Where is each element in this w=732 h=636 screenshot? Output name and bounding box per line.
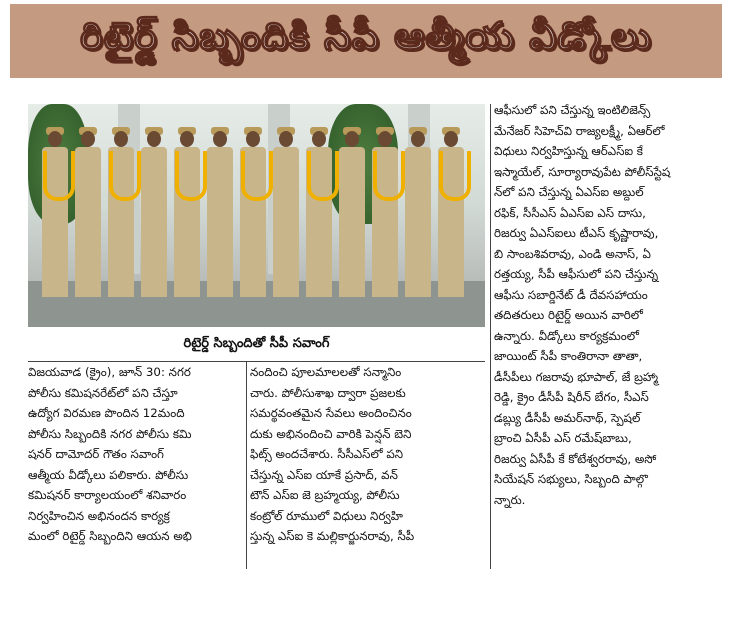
photo-person [370, 131, 398, 301]
article-line: షనర్ దామోదర్ గౌతం సవాంగ్ [28, 447, 164, 461]
article-line: విజయవాడ (క్రైం), జూన్ 30: నగర [28, 365, 191, 379]
article-column-1 [28, 362, 245, 547]
article-line: ఉన్నారు. వీడ్కోలు కార్యక్రమంలో [494, 328, 639, 343]
photo-person [106, 131, 134, 301]
headline-banner [10, 4, 722, 78]
photo-person [205, 131, 233, 301]
article-line: మంలో రిటైర్డ్ సిబ్బందిని ఆయన అభి [28, 529, 192, 543]
article-column-2 [250, 362, 488, 547]
article-line: రఫిక్, సీసీఎస్ ఏఎస్ఐ ఎస్ దాసు, [494, 205, 646, 220]
article-line: డబ్ల్యు డీసీపీ అమర్‌నాథ్, స్పెషల్ [494, 410, 641, 425]
photo-person [139, 131, 167, 301]
photo-person [271, 131, 299, 301]
photo-caption: రిటైర్డ్ సిబ్బందితో సీపీ సవాంగ్ [28, 327, 485, 362]
column-divider [246, 362, 247, 569]
photo-person [238, 131, 266, 301]
column-divider [490, 104, 491, 569]
headline-text: రిటైర్డ్ సిబ్బందికి సీపీ ఆత్మీయ వీడ్కోలు [80, 14, 652, 58]
article-line: కమిషనర్ కార్యాలయంలో శనివారం [28, 488, 187, 502]
photo-person [73, 131, 101, 301]
photo-person [40, 131, 68, 301]
article-line: బ్రాంచి ఏసీపీ ఎస్ రమేష్‌బాబు, [494, 431, 632, 445]
article-line: కంట్రోల్ రూములో విధులు నిర్వహి [250, 508, 403, 523]
news-photo [28, 104, 485, 327]
article-line: స్తున్న ఎస్ఐ కె మల్లికార్జునరావు, సీపీ [250, 529, 415, 543]
photo-person [436, 131, 464, 301]
article-line: పోలీసు సిబ్బందికి నగర పోలీసు కమి [28, 426, 192, 441]
article-column-3 [494, 100, 722, 510]
article-line: జాయింట్ సీపీ కాంతిరానా తాతా, [494, 349, 643, 363]
article-line: దుకు అభినందించి వారికి పెన్షన్ బెని [250, 426, 412, 441]
article-line: పోలీసు కమిషనరేట్‌లో పని చేస్తూ [28, 385, 178, 400]
photo-person [337, 131, 365, 301]
article-line: మేనేజర్ సిహెచ్‌వి రాజ్యలక్ష్మీ, ఏఆర్‌లో [494, 123, 665, 138]
article-line: విధులు నిర్వహిస్తున్న ఆర్ఎస్ఐ కే [494, 144, 643, 158]
article-line: రెడ్డి, క్రైం డీసీపీ షిరీన్ బేగం, సీఎస్ [494, 390, 649, 404]
article-line: నందించి పూలమాలలతో సన్మానిం [250, 365, 402, 379]
article-line: ఆత్మీయ వీడ్కోలు పలికారు. పోలీసు [28, 467, 189, 482]
article-line: న్నారు. [494, 492, 526, 507]
article-line: సియేషన్ సభ్యులు, సిబ్బంది పాల్గొ [494, 472, 648, 486]
photo-person [304, 131, 332, 301]
article-line: ఇస్మాయేల్, సూర్యారావుపేట పోలీస్‌స్టేష [494, 164, 671, 179]
article-line: న్‌లో పని చేస్తున్న ఏఎస్ఐ అబ్దుల్ [494, 185, 644, 199]
article-line: రిజర్వు ఏఎస్ఐలు టీఎస్ కృష్ణారావు, [494, 226, 659, 240]
article-line: ఆఫీసు సబార్డినేట్ డీ దేవసహాయం [494, 287, 648, 302]
article-line: తదితరులు రిటైర్డ్ అయిన వారిలో [494, 308, 643, 322]
article-line: డీసీపీలు గజరావు భూపాల్, జే బ్రహ్మా [494, 369, 659, 384]
photo-person [403, 131, 431, 301]
article-line: టౌన్ ఎస్ఐ జె బ్రహ్మయ్య, పోలీసు [250, 488, 400, 502]
article-line: బి సాంబశివరావు, ఎండి అనాస్, ఏ [494, 246, 651, 261]
article-line: చేస్తున్న ఎస్ఐ యాకే ప్రసాద్, వన్ [250, 467, 398, 482]
article-line: చారు. పోలీసుశాఖ ద్వారా ప్రజలకు [250, 385, 406, 400]
photo-person [172, 131, 200, 301]
article-line: రిజర్వు ఏసీపీ కే కోటేశ్వరరావు, అసో [494, 451, 657, 466]
article-line: ఉద్యోగ విరమణ పొందిన 12మంది [28, 406, 185, 420]
article-line: రత్తయ్య, సీపీ ఆఫీసులో పని చేస్తున్న [494, 267, 659, 281]
article-line: ఫిట్స్ అందచేశారు. సీసీఎస్‌లో పని [250, 447, 404, 461]
article-line: నిర్వహించిన అభినందన కార్యక్ర [28, 508, 170, 523]
article-line: ఆఫీసులో పని చేస్తున్న ఇంటిలిజెన్స్ [494, 103, 651, 117]
article-line: సమర్థవంతమైన సేవలు అందించినం [250, 406, 412, 420]
